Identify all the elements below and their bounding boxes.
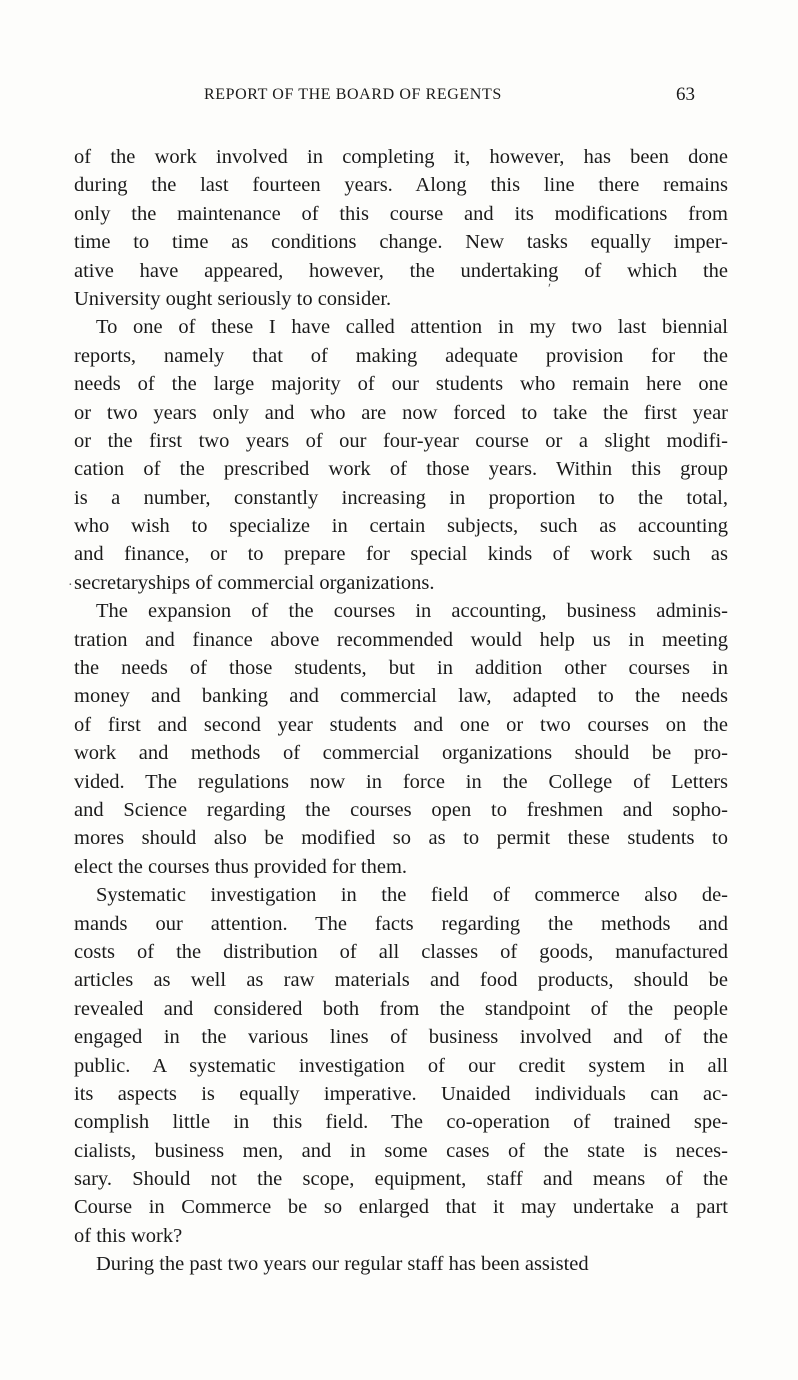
text-line: ative have appeared, however, the undertaking of which the (74, 259, 728, 282)
paragraph-start-line: Systematic investigation in the field of commerce also de- (96, 884, 728, 907)
text-line: needs of the large majority of our students who remain here one (74, 373, 728, 396)
text-line: elect the courses thus provided for them. (74, 855, 408, 878)
text-line: money and banking and commercial law, adapted to the needs (74, 685, 728, 708)
paragraph-start-line: The expansion of the courses in accounting, business adminis- (96, 600, 728, 623)
text-line: of first and second year students and one or two courses on the (74, 713, 728, 736)
text-line: reports, namely that of making adequate provision for the (74, 344, 728, 367)
text-line: or the first two years of our four-year course or a slight modifi- (74, 429, 728, 452)
text-line: Course in Commerce be so enlarged that it may undertake a part (74, 1196, 728, 1219)
text-line: or two years only and who are now forced to take the first year (74, 401, 728, 424)
text-line: is a number, constantly increasing in proportion to the total, (74, 486, 728, 509)
text-line: sary. Should not the scope, equipment, staff and means of the (74, 1168, 728, 1191)
text-line: costs of the distribution of all classes of goods, manufactured (74, 940, 728, 963)
text-line: articles as well as raw materials and food products, should be (74, 969, 728, 992)
text-line: during the last fourteen years. Along this line there remains (74, 174, 728, 197)
text-line: tration and finance above recommended would help us in meeting (74, 628, 728, 651)
text-line: public. A systematic investigation of our credit system in all (74, 1054, 728, 1077)
text-line: and Science regarding the courses open to freshmen and sopho- (74, 798, 728, 821)
text-line: work and methods of commercial organizations should be pro- (74, 742, 728, 765)
text-line: who wish to specialize in certain subjects, such as accounting (74, 515, 728, 538)
stray-ink-mark: · (68, 578, 73, 593)
text-line: of the work involved in completing it, however, has been done (74, 146, 728, 168)
text-line: cialists, business men, and in some cases of the state is neces- (74, 1139, 728, 1162)
text-line: mores should also be modified so as to permit these students to (74, 827, 728, 850)
text-line: University ought seriously to consider. (74, 287, 392, 310)
text-line: time to time as conditions change. New tasks equally imper- (74, 231, 728, 254)
text-line: revealed and considered both from the standpoint of the people (74, 997, 728, 1020)
paragraph-start-line: During the past two years our regular staff has been assisted (96, 1253, 589, 1276)
text-line: of this work? (74, 1224, 183, 1247)
text-line: its aspects is equally imperative. Unaided individuals can ac- (74, 1082, 728, 1105)
running-head: REPORT OF THE BOARD OF REGENTS (204, 86, 502, 103)
text-line: and finance, or to prepare for special kinds of work such as (74, 543, 728, 566)
text-line: engaged in the various lines of business involved and of the (74, 1026, 728, 1049)
stray-ink-mark: ʹ (548, 282, 552, 297)
text-line: cation of the prescribed work of those years. Within this group (74, 458, 728, 481)
text-line: the needs of those students, but in addition other courses in (74, 657, 728, 680)
text-line: only the maintenance of this course and its modifications from (74, 202, 728, 225)
page-header (0, 86, 798, 112)
text-line: vided. The regulations now in force in the College of Letters (74, 770, 728, 793)
page-number: 63 (676, 84, 695, 105)
text-line: mands our attention. The facts regarding the methods and (74, 912, 728, 935)
text-line: secretaryships of commercial organizations. (74, 571, 435, 594)
paragraph-start-line: To one of these I have called attention in my two last biennial (96, 316, 728, 339)
body-text (74, 143, 728, 1279)
text-line: complish little in this field. The co-operation of trained spe- (74, 1111, 728, 1134)
